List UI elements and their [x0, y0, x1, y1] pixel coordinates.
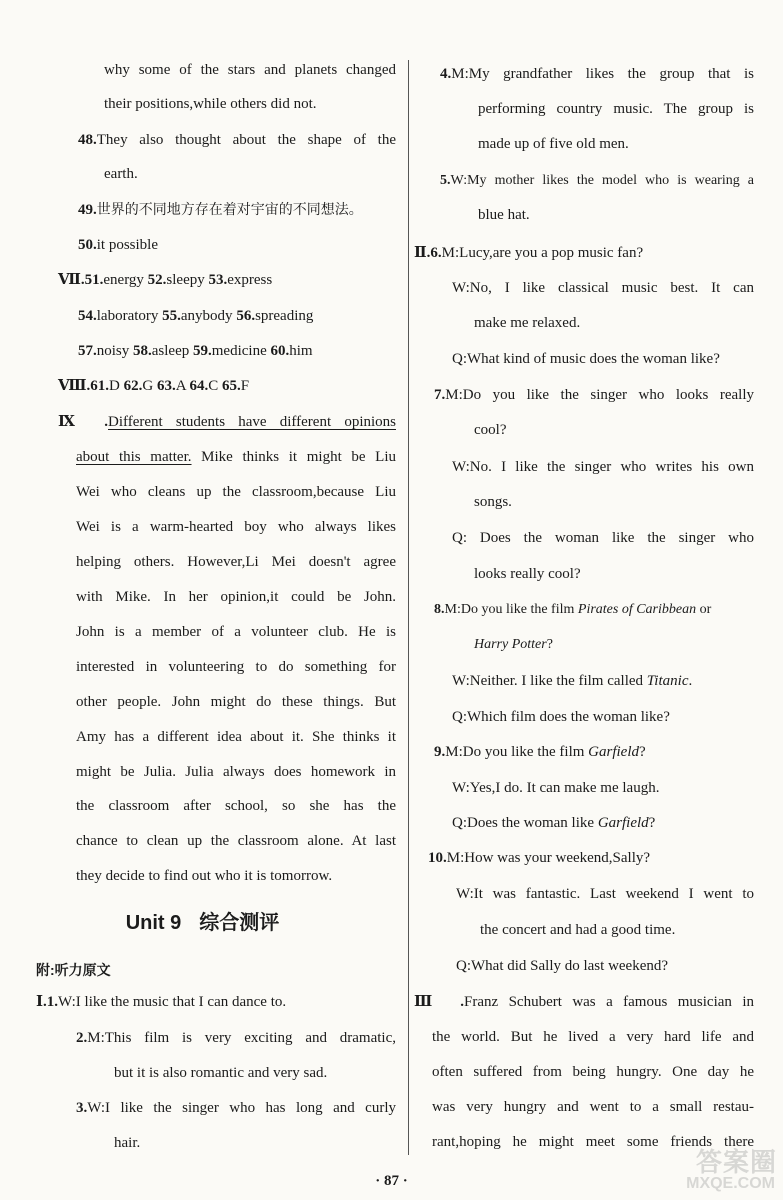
- item-text: M:Lucy,are you a pop music fan?: [441, 245, 644, 261]
- item-number: Ⅶ.51.: [58, 272, 104, 288]
- text-line: [432, 1062, 754, 1082]
- item-text: A: [175, 378, 190, 394]
- item-text: interested in volunteering to do something for: [76, 659, 396, 675]
- item-number: 53.: [208, 272, 228, 288]
- item-text: ?: [648, 815, 656, 831]
- item-number: 52.: [147, 272, 167, 288]
- item-text: helping others. However,Li Mei doesn't agree: [76, 554, 396, 570]
- item-number: Ⅲ.: [414, 994, 464, 1010]
- text-line: [76, 447, 396, 467]
- item-text: Different students have different opinions: [108, 414, 396, 430]
- item-text: asleep: [151, 343, 193, 359]
- text-line: [478, 134, 629, 154]
- item-text: hair.: [114, 1135, 141, 1151]
- item-text: W:I like the music that I can dance to.: [58, 994, 287, 1010]
- item-text: their positions,while others did not.: [104, 96, 317, 112]
- title-italic: Pirates of Caribbean: [577, 602, 697, 617]
- item-text: often suffered from being hungry. One day he: [432, 1064, 754, 1080]
- title-italic: Garfield: [597, 815, 649, 831]
- item-number: 3.: [76, 1100, 88, 1116]
- item-text: other people. John might do these things. But: [76, 694, 396, 710]
- item-number: 48.: [78, 132, 97, 148]
- text-line: [76, 622, 396, 642]
- text-line: [114, 1063, 327, 1083]
- item-text: songs.: [474, 494, 512, 510]
- item-text: or: [696, 602, 712, 617]
- item-text: it possible: [96, 237, 159, 253]
- item-text: Wei is a warm-hearted boy who always likes: [76, 519, 396, 535]
- item-text: W:It was fantastic. Last weekend I went to: [456, 886, 754, 902]
- text-line: [434, 385, 754, 405]
- text-line: [78, 235, 158, 255]
- text-line: [452, 457, 754, 477]
- text-line: [76, 552, 396, 572]
- text-line: [478, 205, 530, 225]
- text-line: [78, 306, 313, 326]
- item-text: express: [227, 272, 273, 288]
- item-text: Amy has a different idea about it. She thinks it: [76, 729, 396, 745]
- text-line: [474, 635, 553, 655]
- item-text: M:How was your weekend,Sally?: [446, 850, 651, 866]
- item-text: why some of the stars and planets changed: [104, 62, 396, 78]
- text-line: [76, 517, 396, 537]
- section-title: [0, 909, 405, 935]
- item-text: C: [208, 378, 222, 394]
- item-number: 7.: [434, 387, 446, 403]
- item-text: spreading: [255, 308, 314, 324]
- item-number: 62.: [123, 378, 143, 394]
- text-line: [474, 420, 506, 440]
- text-line: [76, 866, 332, 886]
- item-text: energy: [103, 272, 148, 288]
- item-text: made up of five old men.: [478, 136, 629, 152]
- item-number: 2.: [76, 1030, 88, 1046]
- item-number: 57.: [78, 343, 97, 359]
- text-line: [434, 742, 646, 762]
- item-number: 56.: [236, 308, 256, 324]
- text-line: [474, 564, 581, 584]
- item-text: John is a member of a volunteer club. He is: [76, 624, 396, 640]
- item-text: they decide to find out who it is tomorrow.: [76, 868, 333, 884]
- text-line: [76, 796, 396, 816]
- text-line: [76, 1098, 396, 1118]
- item-text: M:Do you like the film: [444, 602, 578, 617]
- item-number: 58.: [133, 343, 152, 359]
- item-number: 8.: [434, 602, 445, 617]
- watermark-logo: 答案圈: [695, 1147, 777, 1177]
- item-text: but it is also romantic and very sad.: [114, 1065, 328, 1081]
- text-line: [428, 848, 650, 868]
- text-line: [474, 492, 512, 512]
- item-text: They also thought about the shape of the: [96, 132, 396, 148]
- item-text: cool?: [474, 422, 507, 438]
- item-number: 60.: [270, 343, 290, 359]
- title-italic: Harry Potter: [474, 637, 547, 652]
- item-text: noisy: [96, 343, 134, 359]
- item-number: 54.: [78, 308, 97, 324]
- text-line: [452, 813, 655, 833]
- item-text: .: [688, 673, 693, 689]
- text-line: [78, 341, 313, 361]
- text-line: [78, 200, 363, 220]
- item-text: looks really cool?: [474, 566, 581, 582]
- text-line: [440, 64, 754, 84]
- page-number: · 87 ·: [375, 1173, 408, 1189]
- item-number: 59.: [193, 343, 212, 359]
- item-number: 55.: [162, 308, 181, 324]
- title-italic: Garfield: [588, 744, 639, 760]
- item-text: W:Neither. I like the film called: [452, 673, 647, 689]
- item-text: performing country music. The group is: [478, 101, 754, 117]
- text-line: [104, 164, 138, 184]
- item-text: might be Julia. Julia always does homework in: [76, 764, 396, 780]
- item-number: 10.: [428, 850, 447, 866]
- item-text: Q:What did Sally do last weekend?: [456, 958, 669, 974]
- item-text: the classroom after school, so she has the: [76, 798, 396, 814]
- item-text: W:My mother likes the model who is wearing a: [450, 173, 754, 188]
- text-line: [480, 920, 675, 940]
- item-text: M:Do you like the singer who looks really: [445, 387, 754, 403]
- text-line: [76, 692, 396, 712]
- text-line: [58, 376, 249, 396]
- item-number: 50.: [78, 237, 97, 253]
- text-line: [76, 727, 396, 747]
- item-text: rant,hoping he might meet some friends there: [432, 1134, 754, 1150]
- text-line: [58, 412, 396, 432]
- text-line: [76, 587, 396, 607]
- text-line: [114, 1133, 140, 1153]
- item-text: M:Do you like the film: [445, 744, 589, 760]
- item-text: ?: [546, 637, 553, 652]
- text-line: [58, 270, 272, 290]
- text-line: [414, 992, 754, 1012]
- text-line: [432, 1097, 754, 1117]
- item-text: Q: Does the woman like the singer who: [452, 530, 754, 546]
- item-text: Mike thinks it might be Liu: [191, 449, 396, 465]
- listening-script-heading: 附:听力原文: [36, 962, 111, 978]
- text-line: [104, 94, 316, 114]
- unit-number: Unit 9: [125, 912, 182, 934]
- item-text: Q:Does the woman like: [452, 815, 598, 831]
- item-number: 9.: [434, 744, 446, 760]
- section-name: 综合测评: [199, 910, 280, 934]
- item-text: chance to clean up the classroom alone. At last: [76, 833, 396, 849]
- item-text: ?: [639, 744, 646, 760]
- item-text: 世界的不同地方存在着对宇宙的不同想法。: [96, 202, 363, 218]
- text-line: [452, 278, 754, 298]
- item-text: W:I like the singer who has long and curly: [87, 1100, 396, 1116]
- text-line: [78, 130, 396, 150]
- item-number: 63.: [156, 378, 176, 394]
- text-line: [478, 99, 754, 119]
- item-number: Ⅰ.1.: [36, 994, 59, 1010]
- item-text: laboratory: [96, 308, 163, 324]
- item-text: W:No. I like the singer who writes his own: [452, 459, 754, 475]
- text-line: [432, 1027, 754, 1047]
- item-text: medicine: [211, 343, 271, 359]
- item-number: Ⅸ.: [58, 414, 108, 430]
- text-line: [76, 482, 396, 502]
- item-text: F: [240, 378, 250, 394]
- item-text: him: [289, 343, 313, 359]
- text-line: [76, 1028, 396, 1048]
- item-number: 4.: [440, 66, 452, 82]
- text-line: [104, 60, 396, 80]
- text-line: [456, 884, 754, 904]
- item-text: was very hungry and went to a small restau-: [432, 1099, 754, 1115]
- item-number: 5.: [440, 173, 451, 188]
- text-line: [434, 600, 711, 620]
- item-text: blue hat.: [478, 207, 530, 223]
- watermark-url: MXQE.COM: [686, 1175, 775, 1192]
- text-line: [76, 762, 396, 782]
- item-text: sleepy: [166, 272, 209, 288]
- item-text: G: [142, 378, 157, 394]
- text-line: [456, 956, 668, 976]
- item-number: 65.: [221, 378, 241, 394]
- item-text: W:No, I like classical music best. It can: [452, 280, 754, 296]
- item-text: anybody: [180, 308, 237, 324]
- text-line: [440, 171, 754, 191]
- item-text: the world. But he lived a very hard life and: [432, 1029, 754, 1045]
- item-text: Q:What kind of music does the woman like?: [452, 351, 720, 367]
- item-text: D: [109, 378, 124, 394]
- item-text: Franz Schubert was a famous musician in: [464, 994, 754, 1010]
- item-number: 64.: [189, 378, 209, 394]
- text-line: [76, 657, 396, 677]
- text-line: [452, 349, 720, 369]
- text-line: [452, 671, 692, 691]
- item-text: the concert and had a good time.: [480, 922, 676, 938]
- item-text: M:My grandfather likes the group that is: [451, 66, 754, 82]
- item-text: earth.: [104, 166, 138, 182]
- item-number: Ⅱ.6.: [414, 245, 442, 261]
- item-text: with Mike. In her opinion,it could be John.: [76, 589, 396, 605]
- text-line: [452, 528, 754, 548]
- text-line: [452, 778, 659, 798]
- column-divider: [408, 60, 409, 1155]
- item-text: Wei who cleans up the classroom,because Liu: [76, 484, 396, 500]
- text-line: [76, 831, 396, 851]
- item-text: make me relaxed.: [474, 315, 581, 331]
- text-line: [474, 313, 580, 333]
- item-text: M:This film is very exciting and dramatic,: [87, 1030, 396, 1046]
- item-number: Ⅷ.61.: [58, 378, 109, 394]
- text-line: [414, 243, 643, 263]
- item-text: Q:Which film does the woman like?: [452, 709, 670, 725]
- title-italic: Titanic: [646, 673, 689, 689]
- text-line: [36, 992, 286, 1012]
- text-line: [452, 707, 670, 727]
- item-text: W:Yes,I do. It can make me laugh.: [452, 780, 660, 796]
- item-text: about this matter.: [76, 449, 192, 465]
- item-number: 49.: [78, 202, 97, 218]
